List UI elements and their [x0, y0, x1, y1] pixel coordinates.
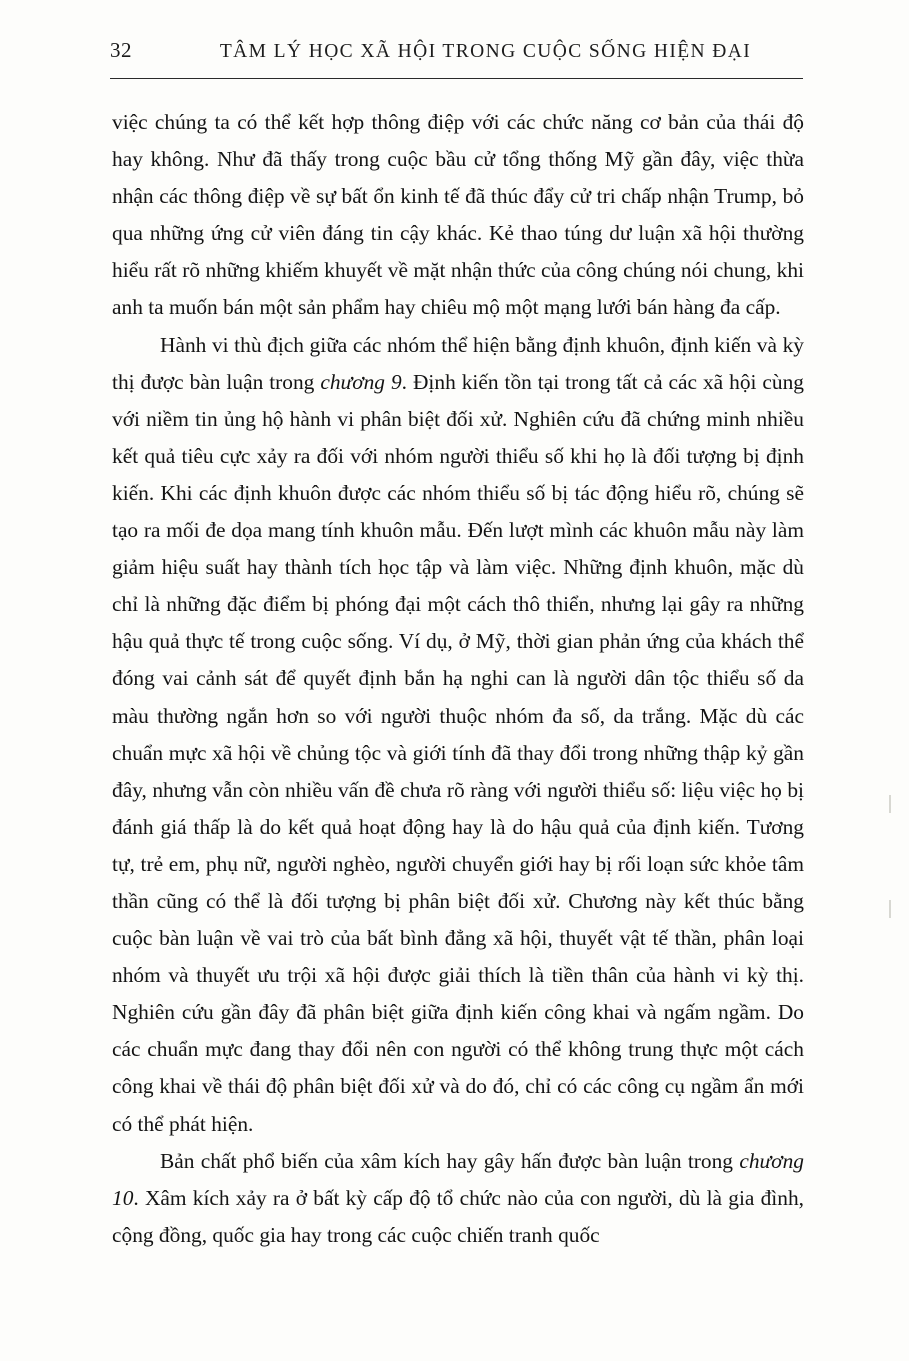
page-body-text	[112, 104, 804, 1254]
page-edge-mark	[889, 795, 891, 813]
page-number: 32	[110, 38, 132, 62]
paragraph-1: việc chúng ta có thể kết hợp thông điệp với các chức năng cơ bản của thái độ hay không. Như đã thấy trong cuộc bầu cử tổng thống Mỹ gần đây, việc thừa nhận các thông điệp về sự bất ổn kinh tế đã thúc đẩy cử tri chấp nhận Trump, bỏ qua những ứng cử viên đáng tin cậy khác. Kẻ thao túng dư luận xã hội thường hiểu rất rõ những khiếm khuyết về mặt nhận thức của công chúng nói chung, khi anh ta muốn bán một sản phẩm hay chiêu mộ một mạng lưới bán hàng đa cấp.	[112, 110, 804, 320]
paragraph-3-part-b: . Xâm kích xảy ra ở bất kỳ cấp độ tổ chức nào của con người, dù là gia đình, cộng đồng, quốc gia hay trong các cuộc chiến tranh quốc	[112, 1185, 804, 1247]
paragraph-2-part-a: Hành vi thù địch giữa các nhóm thể hiện bằng định khuôn, định kiến và kỳ thị được bàn luận trong	[112, 332, 804, 394]
paragraph-3	[112, 1143, 804, 1254]
page-header	[110, 38, 803, 72]
paragraph-2	[112, 327, 804, 1143]
paragraph-3-part-a: Bản chất phổ biến của xâm kích hay gây hấn được bàn luận trong	[160, 1148, 740, 1173]
running-head-title: TÂM LÝ HỌC XÃ HỘI TRONG CUỘC SỐNG HIỆN ĐẠI	[219, 41, 752, 62]
paragraph-2-part-b: . Định kiến tồn tại trong tất cả các xã hội cùng với niềm tin ủng hộ hành vi phân biệt đối xử. Nghiên cứu đã chứng minh nhiều kết quả tiêu cực xảy ra đối với nhóm người thiểu số khi họ là đối tượng bị định kiến. Khi các định khuôn được các nhóm thiểu số bị tác động hiểu rõ, chúng sẽ tạo ra mối đe dọa mang tính khuôn mẫu. Đến lượt mình các khuôn mẫu này làm giảm hiệu suất hay thành tích học tập và làm việc. Những định khuôn, mặc dù chỉ là những đặc điểm bị phóng đại một cách thô thiển, nhưng lại gây ra những hậu quả thực tế trong cuộc sống. Ví dụ, ở Mỹ, thời gian phản ứng của khách thể đóng vai cảnh sát để quyết định bắn hạ nghi can là người dân tộc thiểu số da màu thường ngắn hơn so với người thuộc nhóm đa số, da trắng. Mặc dù các chuẩn mực xã hội về chủng tộc và giới tính đã thay đổi trong những thập kỷ gần đây, nhưng vẫn còn nhiều vấn đề chưa rõ ràng với người thiểu số: liệu việc họ bị đánh giá thấp là do kết quả hoạt động hay là do hậu quả của định kiến. Tương tự, trẻ em, phụ nữ, người nghèo, người chuyển giới hay bị rối loạn sức khỏe tâm thần cũng có thể là đối tượng bị phân biệt đối xử. Chương này kết thúc bằng cuộc bàn luận về vai trò của bất bình đẳng xã hội, thuyết vật tế thần, phân loại nhóm và thuyết ưu trội xã hội được giải thích là tiền thân của hành vi kỳ thị. Nghiên cứu gần đây đã phân biệt giữa định kiến công khai và ngấm ngầm. Do các chuẩn mực đang thay đổi nên con người có thể không trung thực một cách công khai về thái độ phân biệt đối xử và do đó, chỉ có các công cụ ngầm ẩn mới có thể phát hiện.	[112, 369, 804, 1136]
chapter-reference-10: chương 10	[112, 1148, 804, 1210]
page-edge-mark	[889, 900, 891, 918]
header-divider-rule	[110, 78, 803, 79]
chapter-reference-9: chương 9	[320, 369, 402, 394]
